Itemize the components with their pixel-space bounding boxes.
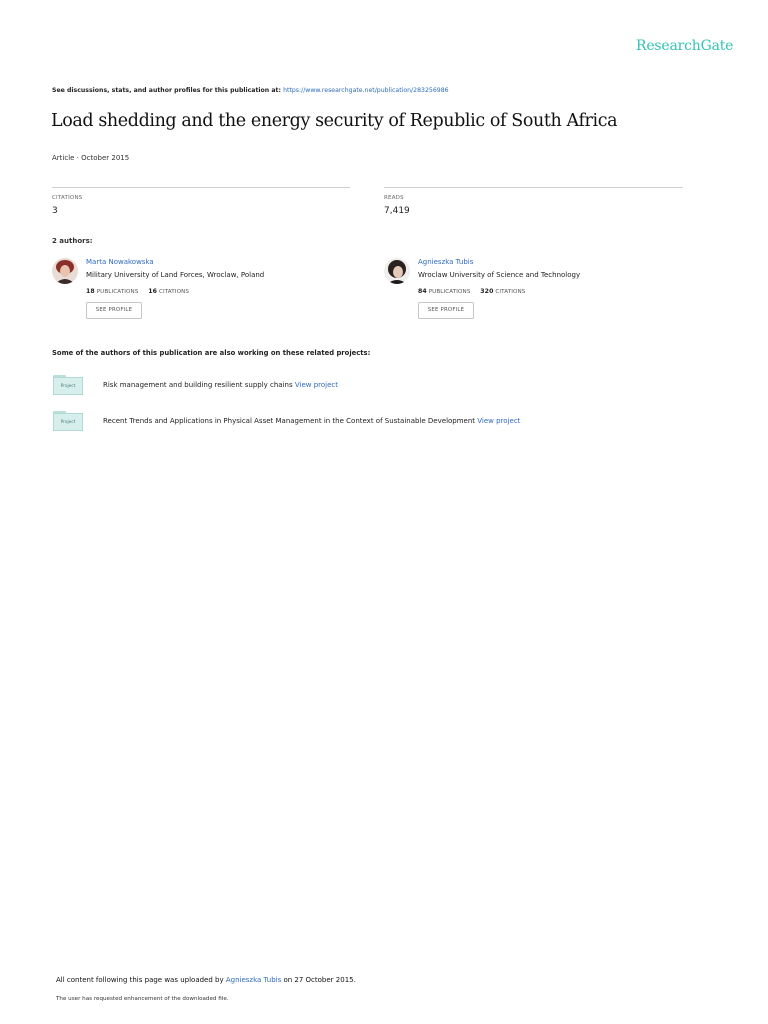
upload-prefix: All content following this page was uploaded by [56,976,224,984]
avatar-photo-icon [384,258,410,284]
see-profile-button[interactable]: SEE PROFILE [418,302,474,319]
citations-label: CITATIONS [495,289,526,295]
view-project-link[interactable]: View project [477,417,521,425]
publication-title: Load shedding and the energy security of Republic of South Africa [51,111,618,131]
citations-count: 320 [480,288,494,295]
project-title: Risk management and building resilient supply chains [103,381,293,389]
author-stats [418,288,525,295]
author-name-link[interactable]: Marta Nowakowska [86,258,154,266]
related-projects-heading: Some of the authors of this publication are also working on these related projects: [52,349,371,357]
project-folder-icon [53,411,83,431]
project-badge: Project [53,413,83,431]
header-prefix: See discussions, stats, and author profiles for this publication at: [52,87,281,94]
project-title: Recent Trends and Applications in Physical Asset Management in the Context of Sustainable Development [103,417,476,425]
publication-url-link[interactable]: https://www.researchgate.net/publication/283256986 [283,87,449,94]
citations-label: CITATIONS [52,195,83,201]
uploader-link[interactable]: Agnieszka Tubis [225,976,282,984]
publications-label: PUBLICATIONS [428,289,471,295]
header-line [52,87,449,94]
publications-label: PUBLICATIONS [96,289,139,295]
reads-value: 7,419 [384,206,410,216]
citations-count: 16 [148,288,158,295]
see-profile-button[interactable]: SEE PROFILE [86,302,142,319]
author-stats [86,288,189,295]
publications-count: 18 [86,288,95,295]
authors-heading: 2 authors: [52,237,93,245]
author-avatar[interactable] [52,258,78,284]
reads-divider [384,187,683,188]
citations-value: 3 [52,206,58,216]
author-avatar[interactable] [384,258,410,284]
citations-label: CITATIONS [158,289,190,295]
view-project-link[interactable]: View project [294,381,338,389]
upload-date: on 27 October 2015. [283,976,356,984]
citations-divider [52,187,350,188]
enhancement-note: The user has requested enhancement of the downloaded file. [56,996,229,1002]
author-name-link[interactable]: Agnieszka Tubis [418,258,474,266]
project-item [103,417,520,425]
project-folder-icon [53,375,83,395]
publication-meta: Article · October 2015 [52,154,130,162]
upload-note [56,976,356,984]
author-institution: Wroclaw University of Science and Technology [418,271,581,279]
project-item [103,381,338,389]
researchgate-logo[interactable]: ResearchGate [636,38,734,54]
avatar-photo-icon [52,258,78,284]
author-institution: Military University of Land Forces, Wroclaw, Poland [86,271,265,279]
reads-label: READS [384,195,404,201]
publications-count: 84 [418,288,427,295]
project-badge: Project [53,377,83,395]
